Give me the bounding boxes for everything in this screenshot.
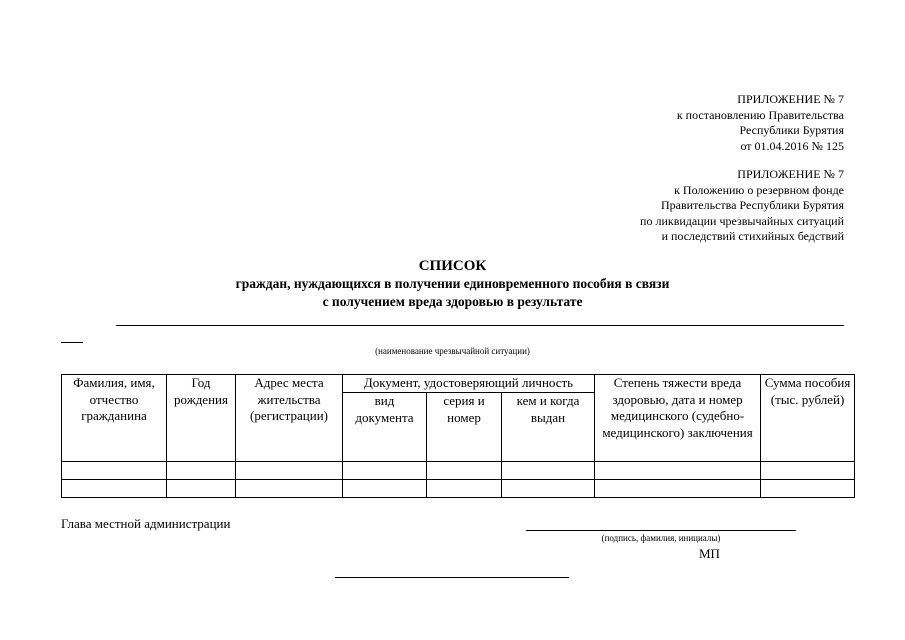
table-cell[interactable] <box>62 480 167 498</box>
table-cell[interactable] <box>427 462 502 480</box>
column-header-address: Адрес места жительства (регистрации) <box>236 375 343 462</box>
column-header-doc-issued: кем и когда выдан <box>502 393 595 462</box>
document-subtitle-line-1: граждан, нуждающихся в получении единовременного пособия в связи <box>235 276 670 291</box>
column-header-birth-year: Год рождения <box>167 375 236 462</box>
signature-caption: (подпись, фамилия, инициалы) <box>601 533 721 543</box>
document-subtitle-line-2: с получением вреда здоровью в результате <box>322 294 583 309</box>
appendix-header-regulation <box>640 167 844 245</box>
appendix-line: ПРИЛОЖЕНИЕ № 7 <box>737 92 844 106</box>
column-header-doc-type: вид документа <box>343 393 427 462</box>
column-header-identity-document: Документ, удостоверяющий личность <box>343 375 595 393</box>
citizens-table <box>61 374 855 498</box>
emergency-name-line-short <box>61 342 83 343</box>
table-cell[interactable] <box>502 462 595 480</box>
stamp-place-label: МП <box>699 546 720 561</box>
signature-line <box>526 530 796 531</box>
table-cell[interactable] <box>595 480 761 498</box>
table-cell[interactable] <box>167 480 236 498</box>
head-of-administration-label: Глава местной администрации <box>61 516 231 531</box>
table-row <box>62 462 855 480</box>
emergency-name-caption: (наименование чрезвычайной ситуации) <box>375 346 530 356</box>
table-cell[interactable] <box>343 462 427 480</box>
table-cell[interactable] <box>761 480 855 498</box>
table-cell[interactable] <box>236 480 343 498</box>
table-cell[interactable] <box>595 462 761 480</box>
appendix-header-decree <box>677 92 844 154</box>
appendix-line: по ликвидации чрезвычайных ситуаций <box>640 213 844 228</box>
table-cell[interactable] <box>427 480 502 498</box>
table-cell[interactable] <box>236 462 343 480</box>
column-header-benefit-amount: Сумма пособия (тыс. рублей) <box>761 375 855 462</box>
document-title: СПИСОК <box>418 258 487 274</box>
table-cell[interactable] <box>343 480 427 498</box>
column-header-injury-severity: Степень тяжести вреда здоровью, дата и номер медицинского (судебно-медицинского) заключения <box>595 375 761 462</box>
table-header-row <box>62 375 855 393</box>
table-row <box>62 480 855 498</box>
table-cell[interactable] <box>62 462 167 480</box>
table-cell[interactable] <box>761 462 855 480</box>
bottom-blank-line <box>335 577 569 578</box>
emergency-name-line <box>116 325 844 326</box>
table-cell[interactable] <box>167 462 236 480</box>
appendix-line: ПРИЛОЖЕНИЕ № 7 <box>737 167 844 181</box>
table-cell[interactable] <box>502 480 595 498</box>
appendix-line: от 01.04.2016 № 125 <box>740 138 844 153</box>
appendix-line: к постановлению Правительства <box>676 107 844 122</box>
appendix-line: Республики Бурятия <box>739 123 844 137</box>
appendix-line: Правительства Республики Бурятия <box>660 198 844 212</box>
appendix-line: и последствий стихийных бедствий <box>661 229 844 243</box>
appendix-line: к Положению о резервном фонде <box>674 182 844 197</box>
column-header-doc-series: серия и номер <box>427 393 502 462</box>
column-header-fio: Фамилия, имя, отчество гражданина <box>62 375 167 462</box>
